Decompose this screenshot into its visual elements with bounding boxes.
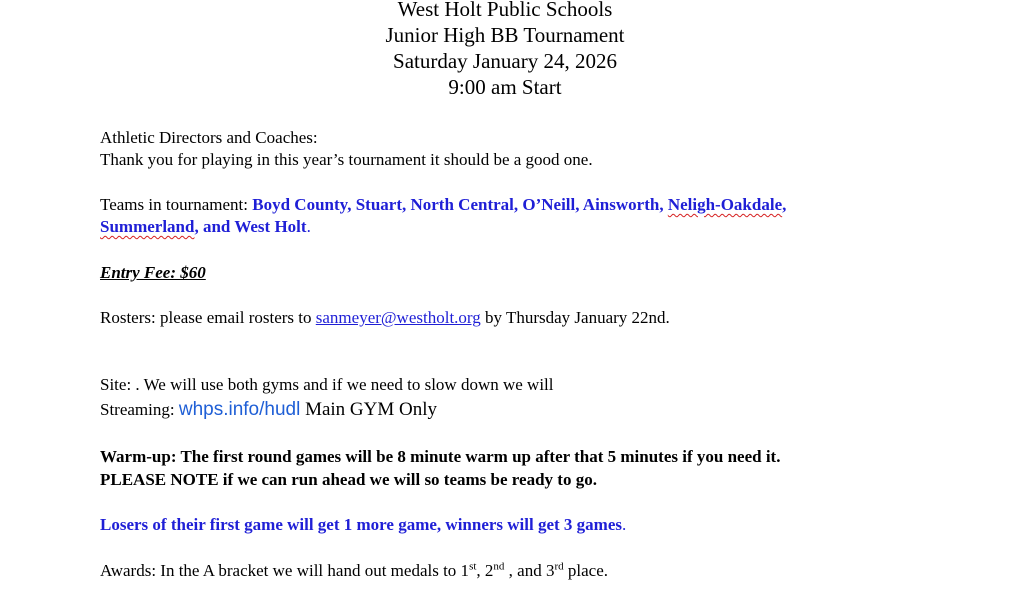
thanks-text: Thank you for playing in this year’s tournament it should be a good one. [100,150,593,169]
streaming-line [100,397,437,423]
teams-line-2 [100,216,311,238]
event-title: Junior High BB Tournament [385,23,625,47]
losers-line [100,514,626,536]
teams-comma: , [782,195,787,214]
streaming-label: Streaming: [100,400,179,419]
teams-label: Teams in tournament: [100,195,253,214]
awards-suffix: place. [563,561,608,580]
school-name: West Holt Public Schools [397,0,613,21]
rosters-prefix: Rosters: please email rosters to [100,308,316,327]
rosters-suffix: by Thursday January 22nd. [480,308,670,327]
awards-sep-1: , 2 [476,561,494,580]
streaming-suffix: Main GYM Only [300,399,438,420]
awards-sep-2: , and 3 [504,561,555,580]
awards-sup-2: nd [493,560,505,573]
awards-sup-3: rd [554,560,564,573]
document-header [0,0,1010,100]
teams-line-1 [100,194,786,216]
roster-email-link[interactable]: sanmeyer@westholt.org [315,308,481,327]
warmup-line-1: Warm-up: The first round games will be 8 minute warm up after that 5 minutes if you need it. [100,447,781,466]
losers-period: . [622,515,627,534]
streaming-link[interactable]: whps.info/hudl [178,399,301,420]
site-line: Site: . We will use both gyms and if we need to slow down we will [100,375,554,394]
salutation: Athletic Directors and Coaches: [100,128,318,147]
entry-fee [100,262,206,284]
awards-sup-1: st [469,560,477,573]
teams-period: . [306,217,311,236]
team-west-holt: , and West Holt [194,217,307,236]
event-date: Saturday January 24, 2026 [393,49,617,73]
rosters-line [100,307,670,329]
warmup-line-2: PLEASE NOTE if we can run ahead we will so teams be ready to go. [100,470,597,489]
losers-text: Losers of their first game will get 1 more game, winners will get 3 games [100,515,623,534]
awards-prefix: Awards: In the A bracket we will hand out medals to 1 [100,561,470,580]
start-time: 9:00 am Start [448,75,562,99]
team-neligh-oakdale: Neligh-Oakdale [667,195,783,214]
teams-list-part: Boyd County, Stuart, North Central, O’Neill, Ainsworth, [252,195,668,214]
entry-fee-text: Entry Fee: $60 [100,263,206,282]
team-summerland: Summerland [100,217,195,236]
awards-line [100,560,608,582]
